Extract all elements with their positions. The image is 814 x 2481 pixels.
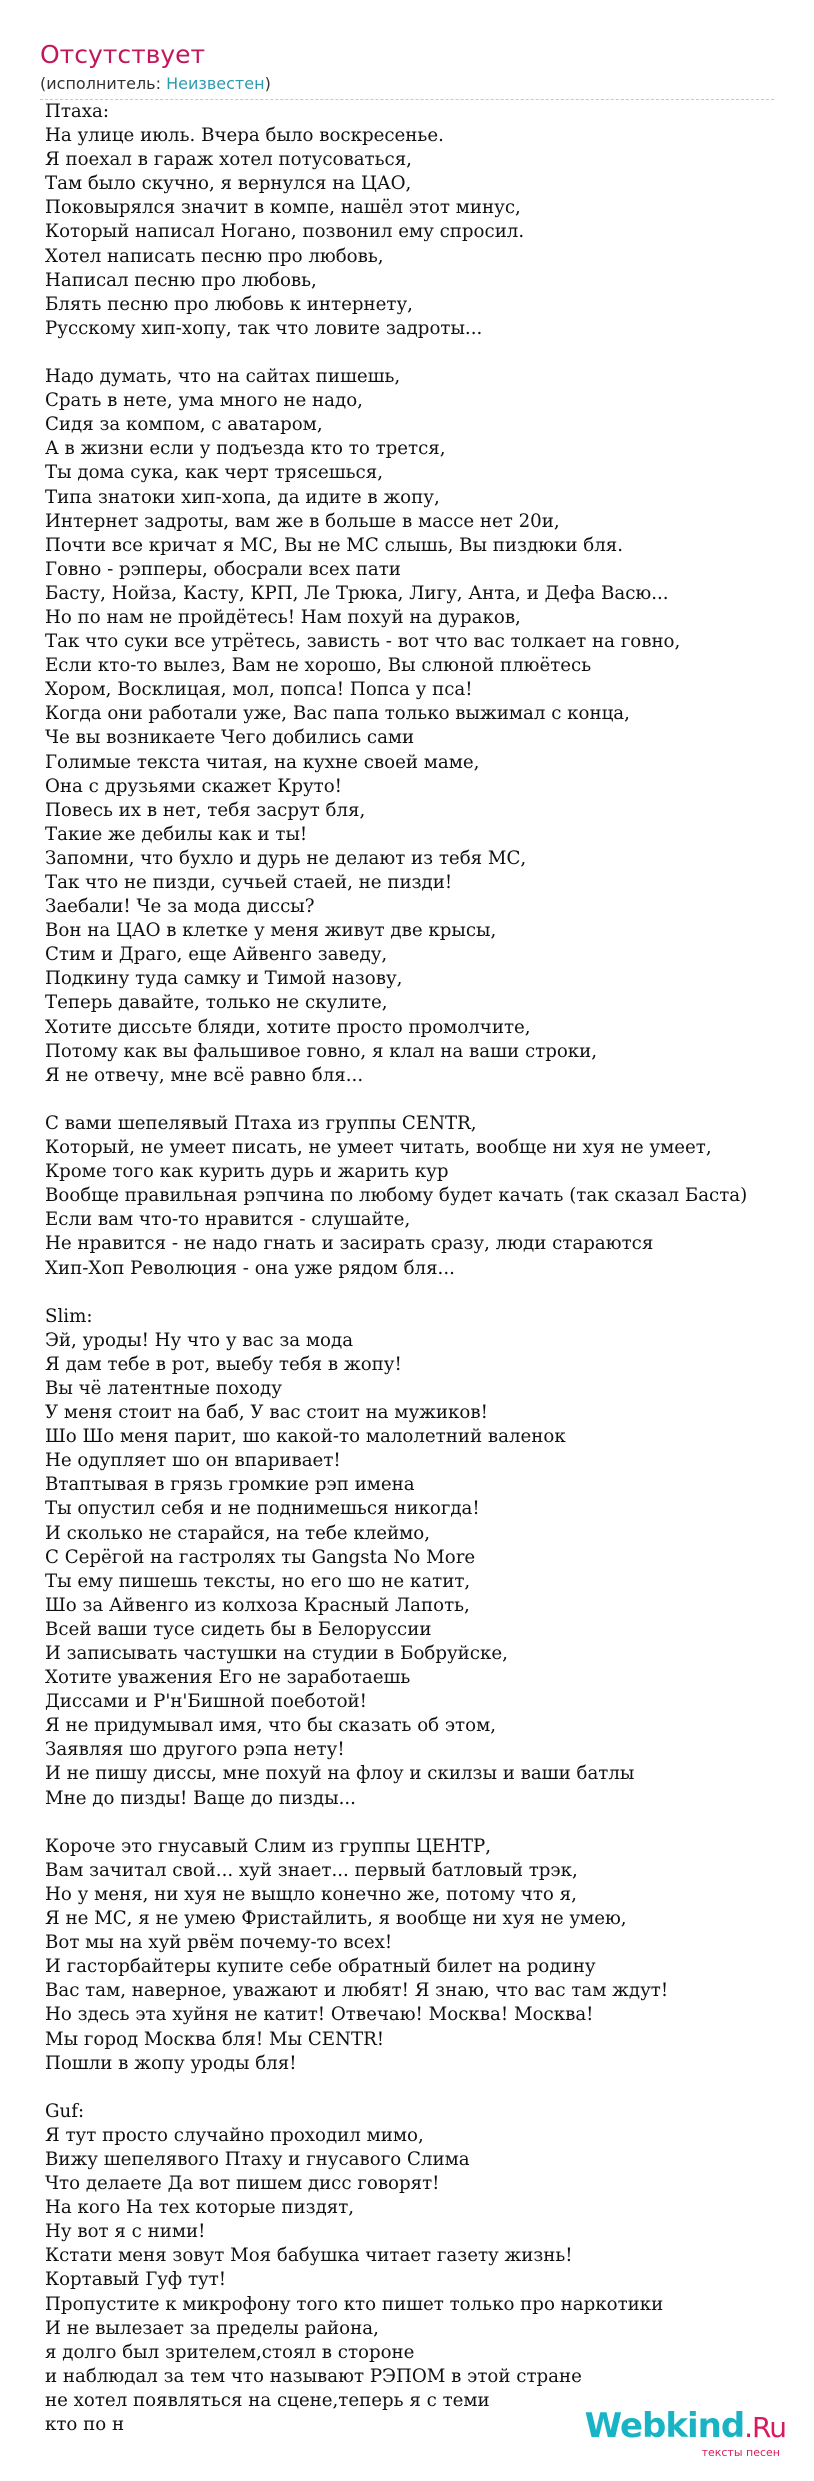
- lyric-line: Я поехал в гараж хотел потусоваться,: [45, 149, 412, 171]
- lyric-line: Не одупляет шо он впаривает!: [45, 1450, 341, 1472]
- lyric-line: Интернет задроты, вам же в больше в массе нет 20и,: [45, 510, 560, 532]
- lyric-line: Надо думать, что на сайтах пишешь,: [45, 366, 401, 388]
- lyric-line: Повесь их в нет, тебя засрут бля,: [45, 799, 366, 821]
- logo-domain: .Ru: [744, 2411, 786, 2444]
- lyric-line: С Серёгой на гастролях ты Gangsta No More: [45, 1546, 476, 1568]
- lyric-line: Но здесь эта хуйня не катит! Отвечаю! Москва! Москва!: [45, 2004, 594, 2026]
- lyric-line: Так что суки все утрётесь, зависть - вот что вас толкает на говно,: [45, 631, 681, 653]
- lyric-line: Птаха:: [45, 101, 109, 122]
- lyric-line: Эй, уроды! Ну что у вас за мода: [45, 1329, 354, 1351]
- lyric-line: Который, не умеет писать, не умеет читать, вообще ни хуя не умеет,: [45, 1137, 712, 1159]
- lyric-line: Вы чё латентные походу: [45, 1377, 282, 1399]
- lyric-line: Кроме того как курить дурь и жарить кур: [45, 1161, 449, 1183]
- logo-wordmark: [585, 2408, 786, 2446]
- lyric-line: Ты опустил себя и не поднимешься никогда!: [45, 1498, 480, 1520]
- lyric-line: Вот мы на хуй рвём почему-то всех!: [45, 1932, 393, 1954]
- performer-line: [40, 74, 774, 93]
- lyric-line: кто по н: [45, 2414, 125, 2435]
- lyric-line: Голимые текста читая, на кухне своей маме,: [45, 751, 480, 773]
- lyric-line: Теперь давайте, только не скулите,: [45, 992, 388, 1014]
- lyric-line: Что делаете Да вот пишем дисс говорят!: [45, 2173, 440, 2195]
- stanza-break: [45, 1281, 814, 1305]
- logo-name: Webkind: [584, 2406, 745, 2446]
- lyric-line: Русскому хип-хопу, так что ловите задроты...: [45, 317, 483, 339]
- lyric-line: Шо за Айвенго из колхоза Красный Лапоть,: [45, 1594, 470, 1616]
- lyric-line: Пропустите к микрофону того кто пишет только про наркотики: [45, 2293, 664, 2315]
- lyric-line: Который написал Ногано, позвонил ему спросил.: [45, 221, 525, 243]
- lyric-line: Если вам что-то нравится - слушайте,: [45, 1209, 411, 1231]
- lyric-line: Почти все кричат я МС, Вы не МС слышь, Вы пиздюки бля.: [45, 534, 624, 556]
- lyric-line: Вообще правильная рэпчина по любому будет качать (так сказал Баста): [45, 1185, 748, 1207]
- lyric-line: Ты дома сука, как черт трясешься,: [45, 462, 383, 484]
- lyric-line: Шо Шо меня парит, шо какой-то малолетний валенок: [45, 1426, 566, 1448]
- lyric-line: А в жизни если у подъезда кто то трется,: [45, 438, 446, 460]
- lyric-line: Хотите диссьте бляди, хотите просто промолчите,: [45, 1016, 531, 1038]
- lyric-line: Хором, Восклицая, мол, попса! Попса у пса!: [45, 679, 473, 701]
- lyric-line: Я не МС, я не умею Фристайлить, я вообще ни хуя не умею,: [45, 1908, 627, 1930]
- lyric-line: Втаптывая в грязь громкие рэп имена: [45, 1474, 415, 1496]
- lyric-line: Вон на ЦАО в клетке у меня живут две крысы,: [45, 920, 497, 942]
- performer-link[interactable]: Неизвестен: [166, 74, 265, 93]
- lyric-line: Че вы возникаете Чего добились сами: [45, 727, 415, 749]
- lyric-line: Хотел написать песню про любовь,: [45, 245, 384, 267]
- lyric-line: Но у меня, ни хуя не выщло конечно же, потому что я,: [45, 1883, 577, 1905]
- lyric-line: И не пишу диссы, мне похуй на флоу и скилзы и ваши батлы: [45, 1763, 635, 1785]
- lyric-line: Мне до пизды! Ваще до пизды...: [45, 1787, 356, 1809]
- lyric-line: Заебали! Че за мода диссы?: [45, 896, 315, 918]
- lyric-line: Говно - рэпперы, обосрали всех пати: [45, 558, 401, 580]
- lyric-line: Не нравится - не надо гнать и засирать сразу, люди стараются: [45, 1233, 654, 1255]
- lyric-line: Заявляя шо другого рэпа нету!: [45, 1739, 345, 1761]
- lyric-line: Я тут просто случайно проходил мимо,: [45, 2124, 424, 2146]
- lyric-line: и наблюдал за тем что называют РЭПОМ в этой стране: [45, 2365, 582, 2387]
- lyric-line: Срать в нете, ума много не надо,: [45, 390, 363, 412]
- lyric-line: Я не придумывал имя, что бы сказать об этом,: [45, 1715, 497, 1737]
- lyric-line: Запомни, что бухло и дурь не делают из тебя МС,: [45, 847, 527, 869]
- lyric-line: И гасторбайтеры купите себе обратный билет на родину: [45, 1956, 596, 1978]
- lyric-line: Если кто-то вылез, Вам не хорошо, Вы слюной плюётесь: [45, 655, 592, 677]
- lyric-line: Я не отвечу, мне всё равно бля...: [45, 1064, 364, 1086]
- song-header: [40, 38, 774, 100]
- lyric-line: Она с друзьями скажет Круто!: [45, 775, 342, 797]
- lyric-line: Поковырялся значит в компе, нашёл этот минус,: [45, 197, 521, 219]
- lyric-line: Всей ваши тусе сидеть бы в Белоруссии: [45, 1618, 432, 1640]
- lyric-line: Ну вот я с ними!: [45, 2221, 206, 2243]
- lyric-line: Кстати меня зовут Моя бабушка читает газету жизнь!: [45, 2245, 573, 2267]
- lyric-line: Когда они работали уже, Вас папа только выжимал с конца,: [45, 703, 630, 725]
- lyric-line: И сколько не старайся, на тебе клеймо,: [45, 1522, 431, 1544]
- lyric-line: Стим и Драго, еще Айвенго заведу,: [45, 944, 388, 966]
- lyric-line: Потому как вы фальшивое говно, я клал на ваши строки,: [45, 1040, 598, 1062]
- lyric-line: Пошли в жопу уроды бля!: [45, 2052, 297, 2074]
- lyric-line: Мы город Москва бля! Мы CENTR!: [45, 2028, 385, 2050]
- lyric-line: У меня стоит на баб, У вас стоит на мужиков!: [45, 1402, 488, 1424]
- lyric-line: Вам зачитал свой... хуй знает... первый батловый трэк,: [45, 1859, 578, 1881]
- lyric-line: Такие же дебилы как и ты!: [45, 823, 308, 845]
- lyric-line: Slim:: [45, 1305, 93, 1327]
- lyric-line: Так что не пизди, сучьей стаей, не пизди!: [45, 872, 453, 893]
- lyric-line: И не вылезает за пределы района,: [45, 2317, 379, 2339]
- lyric-line: Сидя за компом, с аватаром,: [45, 414, 323, 436]
- lyric-line: Вижу шепелявого Птаху и гнусавого Слима: [45, 2148, 470, 2170]
- lyric-line: Но по нам не пройдётесь! Нам похуй на дураков,: [45, 606, 521, 628]
- lyric-line: Басту, Нойза, Касту, КРП, Ле Трюка, Лигу, Анта, и Дефа Васю...: [45, 582, 669, 604]
- performer-suffix: ): [264, 74, 271, 93]
- lyric-line: Вас там, наверное, уважают и любят! Я знаю, что вас там ждут!: [45, 1980, 669, 2002]
- performer-prefix: (исполнитель:: [40, 74, 167, 93]
- stanza-break: [45, 341, 814, 365]
- lyric-line: Подкину туда самку и Тимой назову,: [45, 968, 403, 990]
- lyric-line: На улице июль. Вчера было воскресенье.: [45, 125, 444, 147]
- lyric-line: Я дам тебе в рот, выебу тебя в жопу!: [45, 1353, 402, 1375]
- stanza-break: [45, 2076, 814, 2100]
- lyric-line: Guf:: [45, 2100, 85, 2122]
- lyric-line: Там было скучно, я вернулся на ЦАО,: [45, 173, 412, 195]
- stanza-break: [45, 1088, 814, 1112]
- lyric-line: Написал песню про любовь,: [45, 269, 317, 291]
- lyric-line: Короче это гнусавый Слим из группы ЦЕНТР,: [45, 1835, 492, 1857]
- lyric-line: Диссами и Р'н'Бишной поеботой!: [45, 1691, 367, 1713]
- lyrics-text: [45, 100, 814, 2437]
- lyric-line: Блять песню про любовь к интернету,: [45, 293, 413, 315]
- lyric-line: Хип-Хоп Революция - она уже рядом бля...: [45, 1257, 455, 1279]
- page-title: Отсутствует: [40, 40, 206, 69]
- lyric-line: Типа знатоки хип-хопа, да идите в жопу,: [45, 486, 440, 508]
- lyric-line: С вами шепелявый Птаха из группы CENTR,: [45, 1112, 477, 1134]
- lyric-line: Хотите уважения Его не заработаешь: [45, 1667, 411, 1689]
- lyric-line: я долго был зрителем,стоял в стороне: [45, 2341, 415, 2363]
- lyric-line: И записывать частушки на студии в Бобруйске,: [45, 1643, 508, 1664]
- lyric-line: На кого На тех которые пиздят,: [45, 2197, 355, 2219]
- site-logo[interactable]: [585, 2408, 786, 2459]
- stanza-break: [45, 1811, 814, 1835]
- logo-tagline: тексты песен: [701, 2446, 780, 2459]
- lyric-line: Ты ему пишешь тексты, но его шо не катит,: [45, 1570, 471, 1592]
- lyric-line: Кортавый Гуф тут!: [45, 2269, 227, 2291]
- lyric-line: не хотел появляться на сцене,теперь я с теми: [45, 2389, 490, 2411]
